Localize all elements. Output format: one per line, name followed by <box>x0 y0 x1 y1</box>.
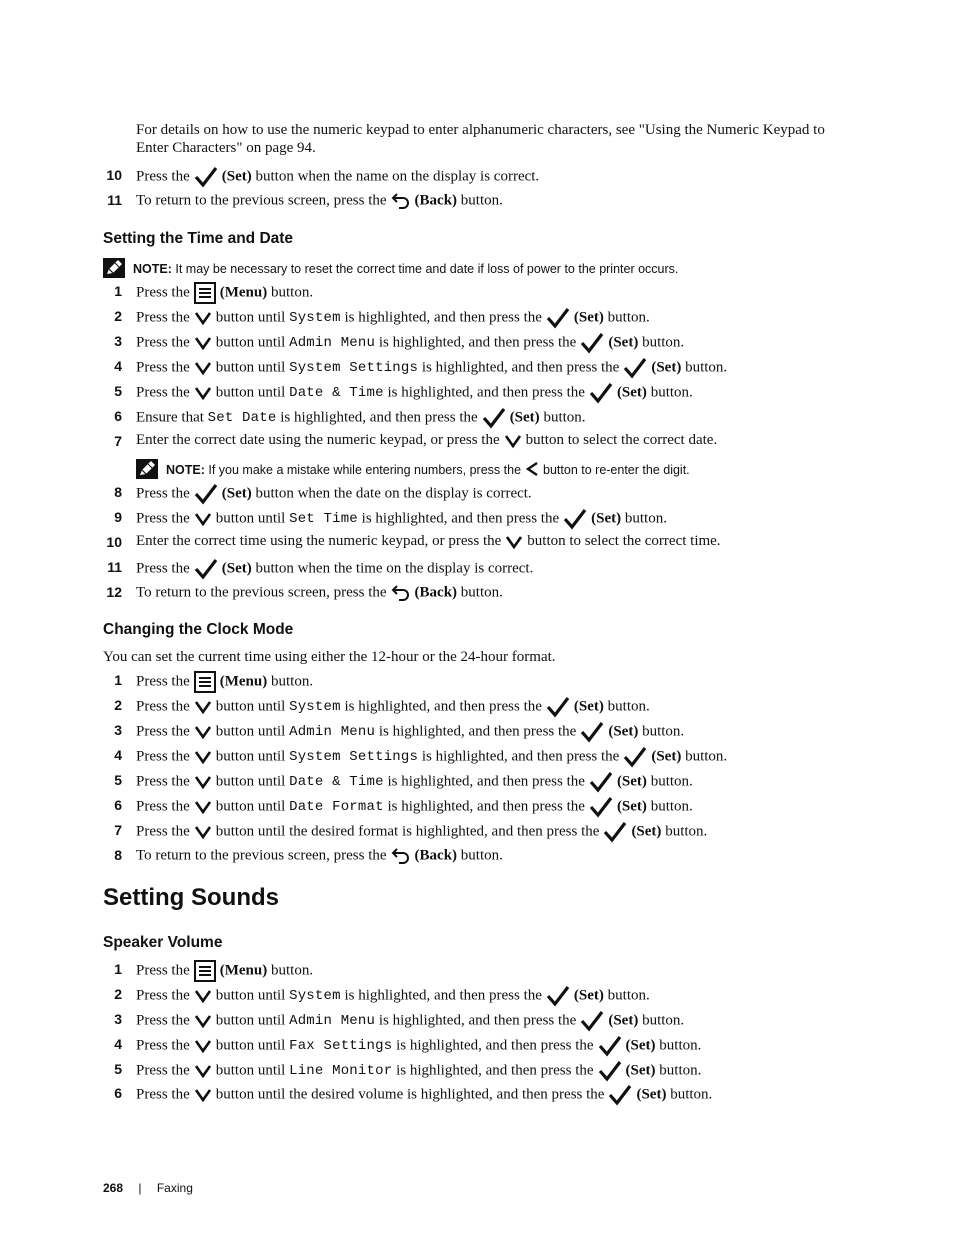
step-text: button to select the correct date. <box>525 432 718 449</box>
step-number: 6 <box>114 1085 122 1101</box>
page-number: 268 <box>103 1181 124 1195</box>
step-text: button when the name on the display is correct. <box>255 168 540 185</box>
note-text: It may be necessary to reset the correct time and date if loss of power to the printer occurs. <box>175 262 679 276</box>
intro-paragraph: For details on how to use the numeric keypad to enter alphanumeric characters, see "Using the Numeric Keypad to Enter Characters" on page 94. <box>136 122 825 156</box>
chevron-down-icon <box>194 1038 212 1054</box>
step-text: is highlighted, and then press the <box>280 409 478 426</box>
list-item <box>100 957 920 982</box>
step-text: button. <box>685 359 728 376</box>
step-text: button until <box>215 359 286 376</box>
chevron-down-icon <box>194 724 212 740</box>
step-text: To return to the previous screen, press the <box>136 584 387 601</box>
chevron-down-icon <box>194 310 212 326</box>
list-item <box>100 480 920 505</box>
step-text: button. <box>670 1086 713 1103</box>
list-item <box>100 1081 920 1106</box>
section-heading: Changing the Clock Mode <box>103 621 294 638</box>
step-text: Press the <box>136 723 190 740</box>
chevron-down-icon <box>194 1063 212 1079</box>
section-intro: You can set the current time using either the 12-hour or the 24-hour format. <box>103 649 556 665</box>
step-number: 10 <box>106 534 122 550</box>
menu-code: Line Monitor <box>289 1063 393 1079</box>
list-item <box>100 404 920 429</box>
list-item <box>100 555 920 580</box>
step-text: button. <box>650 384 693 401</box>
step-text: Press the <box>136 560 190 577</box>
step-text: Press the <box>136 510 190 527</box>
menu-code: Admin Menu <box>289 1013 376 1029</box>
step-text: button. <box>460 584 503 601</box>
step-text: is highlighted, and then press the <box>421 359 620 376</box>
note-text: If you make a mistake while entering numbers, press the <box>208 463 522 477</box>
step-text: button until the desired format is highlighted, and then press the <box>215 823 600 840</box>
step-text: button. <box>642 1012 685 1029</box>
step-text: is highlighted, and then press the <box>378 334 577 351</box>
check-icon <box>194 166 218 188</box>
set-label: (Set) <box>625 1062 656 1079</box>
chevron-down-icon <box>194 1087 212 1103</box>
set-label: (Set) <box>573 309 604 326</box>
check-icon <box>194 483 218 505</box>
step-text: Enter the correct date using the numeric keypad, or press the <box>136 432 500 449</box>
step-text: Press the <box>136 284 190 301</box>
check-icon <box>194 558 218 580</box>
step-text: Press the <box>136 823 190 840</box>
check-icon <box>546 307 570 329</box>
chevron-down-icon <box>194 824 212 840</box>
step-text: button. <box>460 192 503 209</box>
step-text: Press the <box>136 798 190 815</box>
step-number: 3 <box>114 722 122 738</box>
step-text: button. <box>642 334 685 351</box>
step-number: 2 <box>114 697 122 713</box>
menu-code: Fax Settings <box>289 1038 393 1054</box>
check-icon <box>603 821 627 843</box>
page-footer <box>103 1181 193 1195</box>
step-number: 3 <box>114 1011 122 1027</box>
step-text: Press the <box>136 309 190 326</box>
step-text: Press the <box>136 698 190 715</box>
check-icon <box>598 1060 622 1082</box>
menu-icon <box>194 671 216 693</box>
note-label: NOTE: <box>166 463 205 477</box>
list-item <box>100 818 920 843</box>
chevron-down-icon <box>194 774 212 790</box>
step-text: button until <box>215 334 286 351</box>
list-item <box>100 768 920 793</box>
step-text: button until the desired volume is highlighted, and then press the <box>215 1086 605 1103</box>
step-text: button until <box>215 987 286 1004</box>
menu-code: Set Time <box>289 511 358 527</box>
set-label: (Set) <box>616 798 647 815</box>
list-item <box>100 580 920 605</box>
chevron-down-icon <box>194 799 212 815</box>
step-number: 7 <box>114 433 122 449</box>
menu-code: Date Format <box>289 799 384 815</box>
step-text: is highlighted, and then press the <box>361 510 560 527</box>
step-number: 8 <box>114 847 122 863</box>
list-item <box>100 188 920 213</box>
list-item <box>100 279 920 304</box>
chapter-section-title: Setting Sounds <box>103 884 279 911</box>
check-icon <box>546 985 570 1007</box>
step-text: Press the <box>136 748 190 765</box>
step-text: Press the <box>136 962 190 979</box>
step-text: Press the <box>136 384 190 401</box>
check-icon <box>608 1084 632 1106</box>
step-text: button. <box>685 748 728 765</box>
step-text: is highlighted, and then press the <box>396 1037 594 1054</box>
step-number: 2 <box>114 308 122 324</box>
step-text: is highlighted, and then press the <box>378 723 577 740</box>
step-text: Press the <box>136 673 190 690</box>
chevron-down-icon <box>194 699 212 715</box>
list-item <box>100 354 920 379</box>
list-item <box>100 793 920 818</box>
menu-code: Admin Menu <box>289 335 376 351</box>
step-number: 5 <box>114 383 122 399</box>
chevron-down-icon <box>194 385 212 401</box>
step-text: button. <box>624 510 667 527</box>
list-item <box>100 505 920 530</box>
step-text: button until <box>215 510 286 527</box>
set-label: (Set) <box>636 1086 667 1103</box>
step-text: Press the <box>136 334 190 351</box>
menu-code: Set Date <box>207 410 277 426</box>
step-text: is highlighted, and then press the <box>378 1012 577 1029</box>
check-icon <box>623 746 647 768</box>
check-icon <box>580 1010 604 1032</box>
note <box>103 258 678 278</box>
step-text: is highlighted, and then press the <box>387 384 585 401</box>
set-label: (Set) <box>509 409 540 426</box>
step-text: button until <box>215 1037 286 1054</box>
menu-code: Date & Time <box>289 385 384 401</box>
step-text: button until <box>215 1012 286 1029</box>
section-heading: Setting the Time and Date <box>103 230 294 247</box>
set-label: (Set) <box>608 1012 639 1029</box>
set-label: (Set) <box>631 823 662 840</box>
step-number: 6 <box>114 797 122 813</box>
step-text: button when the date on the display is correct. <box>255 485 532 502</box>
step-text: button until <box>215 773 286 790</box>
chapter-name: Faxing <box>156 1181 193 1195</box>
step-text: button. <box>271 284 314 301</box>
list-item <box>100 1057 920 1082</box>
menu-code: System <box>289 988 341 1004</box>
step-text: Enter the correct time using the numeric keypad, or press the <box>136 533 502 550</box>
step-number: 11 <box>107 192 122 208</box>
set-label: (Set) <box>221 560 252 577</box>
menu-label: (Menu) <box>219 673 268 690</box>
step-number: 3 <box>114 333 122 349</box>
back-arrow-icon <box>391 583 411 603</box>
chevron-down-icon <box>194 511 212 527</box>
step-number: 11 <box>107 559 122 575</box>
step-number: 1 <box>114 283 122 299</box>
step-text: Press the <box>136 987 190 1004</box>
step-number: 5 <box>114 772 122 788</box>
check-icon <box>589 382 613 404</box>
step-text: button. <box>271 673 314 690</box>
note <box>136 459 690 479</box>
step-number: 4 <box>114 358 122 374</box>
set-label: (Set) <box>651 359 682 376</box>
list-item <box>100 329 920 354</box>
chevron-down-icon <box>194 335 212 351</box>
step-text: Press the <box>136 1037 190 1054</box>
chevron-down-icon <box>194 360 212 376</box>
step-text: button until <box>215 309 286 326</box>
step-text: button until <box>215 798 286 815</box>
list-item <box>100 718 920 743</box>
list-item <box>100 843 920 868</box>
list-item <box>100 379 920 404</box>
step-text: button. <box>607 987 650 1004</box>
list-item <box>100 743 920 768</box>
set-label: (Set) <box>591 510 622 527</box>
step-text: button. <box>642 723 685 740</box>
step-text: Press the <box>136 1062 190 1079</box>
step-number: 2 <box>114 986 122 1002</box>
step-text: Press the <box>136 1086 190 1103</box>
set-label: (Set) <box>651 748 682 765</box>
step-number: 4 <box>114 747 122 763</box>
step-text: button. <box>650 773 693 790</box>
set-label: (Set) <box>221 168 252 185</box>
chevron-left-icon <box>525 461 539 477</box>
menu-code: System Settings <box>289 360 419 376</box>
menu-code: System Settings <box>289 749 419 765</box>
step-number: 5 <box>114 1061 122 1077</box>
step-text: is highlighted, and then press the <box>344 309 542 326</box>
step-number: 9 <box>114 509 122 525</box>
menu-code: Date & Time <box>289 774 384 790</box>
step-number: 1 <box>114 672 122 688</box>
step-text: button to select the correct time. <box>527 533 721 550</box>
check-icon <box>563 508 587 530</box>
step-number: 6 <box>114 408 122 424</box>
check-icon <box>580 332 604 354</box>
pencil-note-icon <box>136 459 158 479</box>
set-label: (Set) <box>616 384 647 401</box>
step-number: 12 <box>106 584 122 600</box>
step-text: is highlighted, and then press the <box>344 987 542 1004</box>
step-text: button until <box>215 698 286 715</box>
list-item <box>100 693 920 718</box>
step-text: button until <box>215 748 286 765</box>
step-number: 8 <box>114 484 122 500</box>
step-number: 4 <box>114 1036 122 1052</box>
menu-icon <box>194 282 216 304</box>
footer-separator: | <box>138 1181 142 1195</box>
step-text: button. <box>607 698 650 715</box>
step-text: button when the time on the display is correct. <box>255 560 534 577</box>
note-label: NOTE: <box>133 262 172 276</box>
step-text: button. <box>607 309 650 326</box>
chevron-down-icon <box>194 988 212 1004</box>
set-label: (Set) <box>221 485 252 502</box>
step-text: Press the <box>136 1012 190 1029</box>
back-arrow-icon <box>391 846 411 866</box>
back-label: (Back) <box>414 192 458 209</box>
check-icon <box>482 407 506 429</box>
step-number: 10 <box>106 167 122 183</box>
list-item <box>100 304 920 329</box>
list-item <box>100 1007 920 1032</box>
step-text: Press the <box>136 168 190 185</box>
back-label: (Back) <box>414 847 458 864</box>
step-text: is highlighted, and then press the <box>344 698 542 715</box>
step-text: Press the <box>136 359 190 376</box>
step-text: button until <box>215 1062 286 1079</box>
set-label: (Set) <box>625 1037 656 1054</box>
step-text: button. <box>665 823 708 840</box>
list-item <box>100 530 920 555</box>
list-item <box>100 163 920 188</box>
check-icon <box>589 771 613 793</box>
step-text: button. <box>271 962 314 979</box>
chevron-down-icon <box>504 433 522 449</box>
step-text: is highlighted, and then press the <box>387 773 585 790</box>
section-heading: Speaker Volume <box>103 934 223 951</box>
step-text: button. <box>650 798 693 815</box>
step-text: Ensure that <box>136 409 204 426</box>
step-text: button until <box>215 723 286 740</box>
step-text: button. <box>460 847 503 864</box>
set-label: (Set) <box>608 723 639 740</box>
pencil-note-icon <box>103 258 125 278</box>
list-item <box>100 982 920 1007</box>
step-text: is highlighted, and then press the <box>387 798 585 815</box>
set-label: (Set) <box>616 773 647 790</box>
step-number: 7 <box>114 822 122 838</box>
check-icon <box>580 721 604 743</box>
set-label: (Set) <box>573 698 604 715</box>
list-item <box>100 1032 920 1057</box>
check-icon <box>546 696 570 718</box>
list-item <box>100 668 920 693</box>
step-text: is highlighted, and then press the <box>396 1062 594 1079</box>
back-label: (Back) <box>414 584 458 601</box>
back-arrow-icon <box>391 191 411 211</box>
check-icon <box>589 796 613 818</box>
menu-code: Admin Menu <box>289 724 376 740</box>
menu-label: (Menu) <box>219 962 268 979</box>
note-text: button to re-enter the digit. <box>543 463 690 477</box>
step-text: button until <box>215 384 286 401</box>
chevron-down-icon <box>194 749 212 765</box>
step-text: Press the <box>136 773 190 790</box>
menu-code: System <box>289 699 341 715</box>
chevron-down-icon <box>505 534 523 550</box>
set-label: (Set) <box>573 987 604 1004</box>
step-text: button. <box>543 409 586 426</box>
menu-icon <box>194 960 216 982</box>
step-text: Press the <box>136 485 190 502</box>
step-text: is highlighted, and then press the <box>421 748 620 765</box>
chevron-down-icon <box>194 1013 212 1029</box>
check-icon <box>623 357 647 379</box>
menu-label: (Menu) <box>219 284 268 301</box>
step-text: button. <box>659 1037 702 1054</box>
list-item <box>100 429 920 454</box>
menu-code: System <box>289 310 341 326</box>
step-number: 1 <box>114 961 122 977</box>
check-icon <box>598 1035 622 1057</box>
set-label: (Set) <box>608 334 639 351</box>
step-text: To return to the previous screen, press the <box>136 847 387 864</box>
step-text: To return to the previous screen, press the <box>136 192 387 209</box>
step-text: button. <box>659 1062 702 1079</box>
